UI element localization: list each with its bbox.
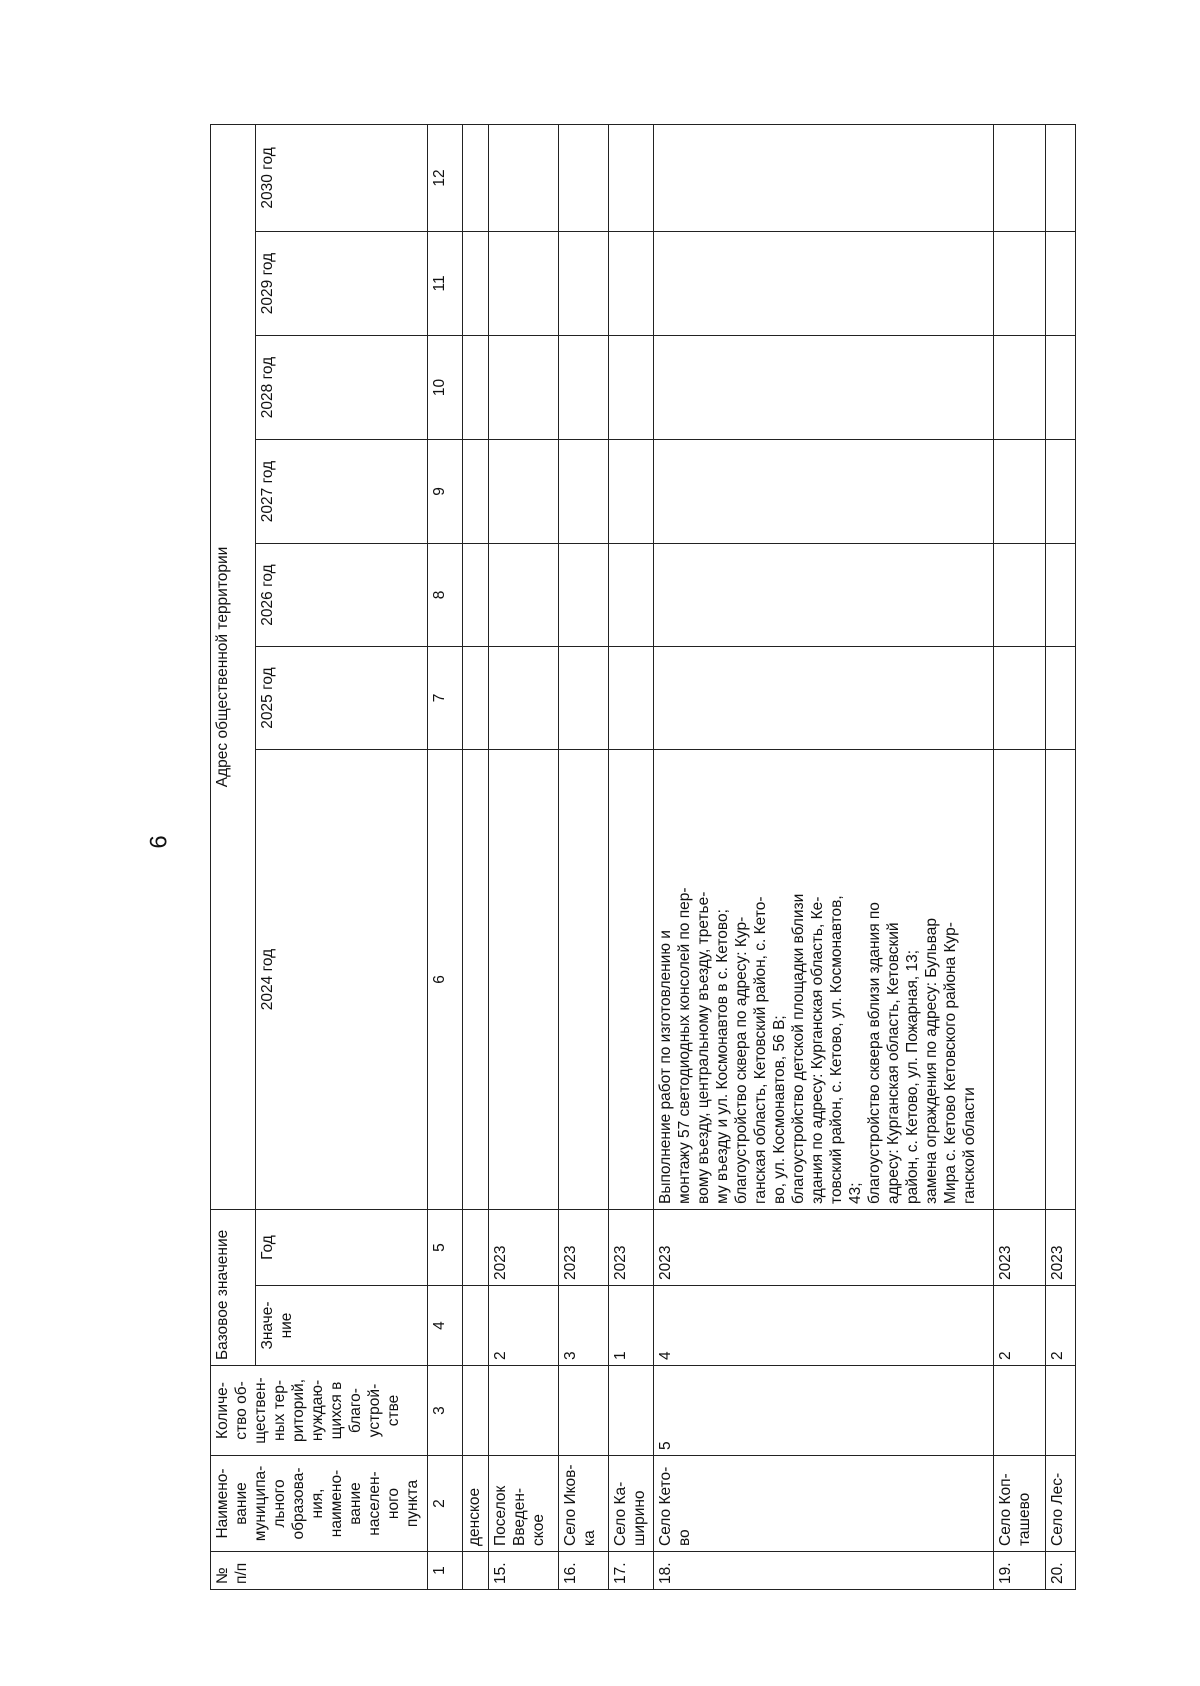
row-count: 5 [654,1366,994,1456]
row-name: Поселок Введен- ское [489,1456,559,1552]
table-row [1046,124,1076,1589]
row-number: 16. [559,1552,609,1590]
table-row [609,124,654,1589]
row-year: 2023 [609,1209,654,1285]
column-number: 11 [428,231,463,335]
row-year [463,1209,489,1285]
row-year: 2023 [559,1209,609,1285]
row-name: Село Иков- ка [559,1456,609,1552]
row-year: 2023 [1046,1209,1076,1285]
column-number: 8 [428,543,463,646]
table-row [559,124,609,1589]
table-row [654,124,994,1589]
row-2024: Выполнение работ по изготовлению и монтажу 57 светодиодных консолей по пер- вому въезду, центральному въезду, третье- му въезду и ул. Космонавтов в с. Кетово; благоустройство сквера по адресу: Кур- ганская область, Кетовский район, с. Кето- во, ул. Космонавтов, 56 В; благоустройство детской площадки вблизи здания по адресу: Курганская область, Ке- товский район, с. Кетово, ул. Космонавтов, 43; благоустройство сквера вблизи здания по адресу: Курганская область, Кетовский район, с. Кетово, ул. Пожарная, 13; замена ограждения по адресу: Бульвар Мира с. Кетово Кетовского района Кур- ганской области [654,749,994,1209]
row-2024 [994,749,1046,1209]
column-number: 10 [428,335,463,439]
column-number: 1 [428,1552,463,1590]
column-number: 12 [428,124,463,231]
row-2024 [489,749,559,1209]
row-value: 2 [994,1286,1046,1366]
row-count [489,1366,559,1456]
row-count [1046,1366,1076,1456]
row-2024 [609,749,654,1209]
row-number: 18. [654,1552,994,1590]
row-number: 19. [994,1552,1046,1590]
row-name: Село Коп- ташево [994,1456,1046,1552]
row-2024 [463,749,489,1209]
column-number: 3 [428,1366,463,1456]
header-year-2028: 2028 год [256,335,428,439]
row-value: 4 [654,1286,994,1366]
rotated-table-wrapper [210,125,1142,1590]
header-year-2024: 2024 год [256,749,428,1209]
row-value: 1 [609,1286,654,1366]
header-name: Наимено- вание муниципа- льного образова- ния, наимено- вание населен- ного пункта [211,1456,428,1552]
column-number: 7 [428,646,463,749]
row-number: 20. [1046,1552,1076,1590]
header-address: Адрес общественной территории [211,124,256,1209]
column-number: 9 [428,439,463,543]
row-name: денское [463,1456,489,1552]
row-name: Село Кето- во [654,1456,994,1552]
header-year-2027: 2027 год [256,439,428,543]
header-number: № п/п [211,1552,428,1590]
header-count: Количе- ство об- ществен- ных тер- риторий, нуждаю- щихся в благо- устрой- стве [211,1366,428,1456]
table-row [463,124,489,1589]
page-number: 6 [145,835,173,849]
table-row [489,124,559,1589]
column-numbers-row [428,124,463,1589]
row-year: 2023 [994,1209,1046,1285]
row-count [994,1366,1046,1456]
row-name: Село Ка- ширино [609,1456,654,1552]
column-number: 6 [428,749,463,1209]
row-2024 [559,749,609,1209]
row-number [463,1552,489,1590]
row-count [559,1366,609,1456]
header-year-2030: 2030 год [256,124,428,231]
public-territories-table [210,124,1076,1590]
row-name: Село Лес- [1046,1456,1076,1552]
row-year: 2023 [654,1209,994,1285]
row-year: 2023 [489,1209,559,1285]
column-number: 2 [428,1456,463,1552]
row-value: 2 [489,1286,559,1366]
column-number: 4 [428,1286,463,1366]
column-number: 5 [428,1209,463,1285]
row-value: 3 [559,1286,609,1366]
row-number: 15. [489,1552,559,1590]
header-base: Базовое значение [211,1209,256,1365]
header-base-value: Значе- ние [256,1286,428,1366]
row-count [609,1366,654,1456]
row-count [463,1366,489,1456]
row-2024 [1046,749,1076,1209]
row-value [463,1286,489,1366]
table-row [994,124,1046,1589]
header-year-2029: 2029 год [256,231,428,335]
header-year-2026: 2026 год [256,543,428,646]
header-base-year: Год [256,1209,428,1285]
row-number: 17. [609,1552,654,1590]
header-year-2025: 2025 год [256,646,428,749]
row-value: 2 [1046,1286,1076,1366]
